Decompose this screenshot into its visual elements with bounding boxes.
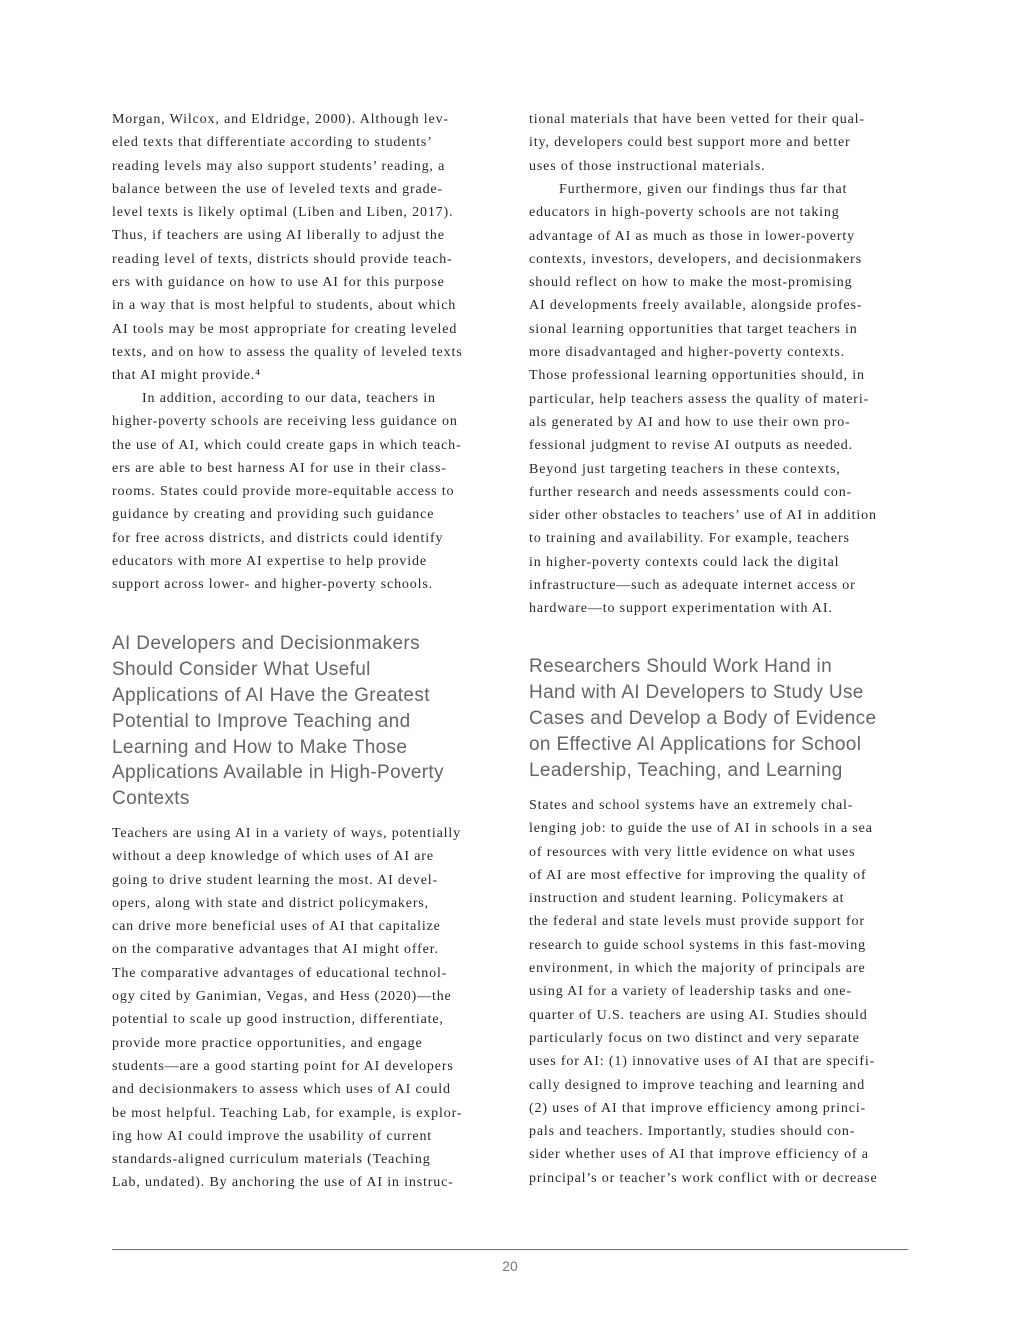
footer-divider [112,1249,908,1250]
text-line: of AI are most effective for improving the quality of [529,867,867,883]
text-line: ogy cited by Ganimian, Vegas, and Hess (2020)—the [112,989,452,1005]
text-line: sider other obstacles to teachers’ use of AI in addition [529,508,877,524]
text-line: AI developments freely available, alongside profes- [529,298,863,314]
text-line: Beyond just targeting teachers in these contexts, [529,461,841,477]
text-line: guidance by creating and providing such guidance [112,507,435,523]
page-number: 20 [502,1258,518,1274]
heading-line: Cases and Develop a Body of Evidence [529,707,877,729]
heading-line: Learning and How to Make Those [112,736,408,758]
text-line: sider whether uses of AI that improve efficiency of a [529,1147,869,1163]
text-line: students—are a good starting point for AI developers [112,1058,454,1074]
text-line: hardware—to support experimentation with AI. [529,601,833,617]
heading-line: on Effective AI Applications for School [529,733,862,755]
text-line: Thus, if teachers are using AI liberally to adjust the [112,228,445,244]
text-line: rooms. States could provide more-equitable access to [112,484,455,500]
text-line: principal’s or teacher’s work conflict with or decrease [529,1170,878,1186]
text-line: on the comparative advantages that AI might offer. [112,942,439,958]
text-line: ers are able to best harness AI for use in their class- [112,460,447,476]
text-line: standards-aligned curriculum materials (Teaching [112,1152,431,1168]
text-line: instruction and student learning. Policymakers at [529,891,845,907]
heading-line: Contexts [112,788,190,810]
text-line: ity, developers could best support more and better [529,135,851,151]
heading-line: Hand with AI Developers to Study Use [529,681,864,703]
text-line: ers with guidance on how to use AI for this purpose [112,275,445,291]
right-para-2 [529,178,877,621]
text-line: provide more practice opportunities, and engage [112,1035,423,1051]
text-line: that AI might provide.⁴ [112,368,261,384]
text-line: contexts, investors, developers, and decisionmakers [529,251,862,267]
text-line: level texts is likely optimal (Liben and Liben, 2017). [112,205,454,221]
text-line: quarter of U.S. teachers are using AI. Studies should [529,1007,868,1023]
heading-line: AI Developers and Decisionmakers [112,633,420,654]
text-line: Those professional learning opportunities should, in [529,368,865,384]
text-line: further research and needs assessments could con- [529,484,853,500]
text-line: research to guide school systems in this fast-moving [529,937,866,953]
text-line: environment, in which the majority of principals are [529,961,866,977]
text-line: In addition, according to our data, teachers in [142,391,436,406]
text-line: in a way that is most helpful to students, about which [112,298,457,314]
text-line: particularly focus on two distinct and very separate [529,1030,860,1046]
text-line: in higher-poverty contexts could lack the digital [529,554,840,570]
text-line: should reflect on how to make the most-promising [529,275,853,291]
text-line: and decisionmakers to assess which uses of AI could [112,1082,451,1098]
text-line: potential to scale up good instruction, differentiate, [112,1012,444,1028]
text-line: (2) uses of AI that improve efficiency among princi- [529,1100,867,1116]
text-line: the federal and state levels must provide support for [529,914,865,930]
text-line: Teachers are using AI in a variety of ways, potentially [112,826,462,841]
text-line: sional learning opportunities that target teachers in [529,321,858,337]
heading-line: Should Consider What Useful [112,658,371,680]
text-line: can drive more beneficial uses of AI that capitalize [112,919,441,935]
heading-line: Applications Available in High-Poverty [112,762,444,784]
text-line: tional materials that have been vetted for their qual- [529,112,865,127]
text-line: pals and teachers. Importantly, studies should con- [529,1124,856,1140]
text-line: advantage of AI as much as those in lower-poverty [529,228,855,244]
text-line: als generated by AI and how to use their own pro- [529,414,851,430]
text-line: educators in high-poverty schools are not taking [529,205,840,221]
text-line: higher-poverty schools are receiving less guidance on [112,414,458,430]
left-para-1 [112,108,463,388]
heading-line: Potential to Improve Teaching and [112,710,411,732]
text-line: using AI for a variety of leadership tasks and one- [529,984,852,1000]
right-section-heading [529,654,876,783]
heading-line: Applications of AI Have the Greatest [112,684,430,706]
text-line: Morgan, Wilcox, and Eldridge, 2000). Although lev- [112,112,449,127]
left-para-2 [112,387,462,597]
text-line: lenging job: to guide the use of AI in schools in a sea [529,821,873,837]
text-line: to training and availability. For example, teachers [529,531,850,547]
text-line: balance between the use of leveled texts and grade- [112,181,443,197]
text-line: eled texts that differentiate according to students’ [112,135,433,151]
left-para-3 [112,822,462,1195]
text-line: fessional judgment to revise AI outputs as needed. [529,438,853,454]
heading-line: Leadership, Teaching, and Learning [529,759,843,781]
text-line: The comparative advantages of educational technol- [112,965,448,981]
text-line: opers, along with state and district policymakers, [112,895,429,911]
text-line: texts, and on how to assess the quality of leveled texts [112,344,463,360]
text-line: uses of those instructional materials. [529,158,766,174]
text-line: more disadvantaged and higher-poverty contexts. [529,345,846,361]
text-line: going to drive student learning the most. AI devel- [112,872,439,888]
text-line: particular, help teachers assess the quality of materi- [529,391,870,407]
heading-line: Researchers Should Work Hand in [529,656,833,677]
text-line: cally designed to improve teaching and learning and [529,1077,866,1093]
right-para-1 [529,108,865,178]
text-line: reading level of texts, districts should provide teach- [112,251,453,267]
text-line: Lab, undated). By anchoring the use of AI in instruc- [112,1175,454,1191]
text-line: Furthermore, given our findings thus far that [559,182,848,197]
text-line: of resources with very little evidence on what uses [529,844,856,860]
text-line: States and school systems have an extremely chal- [529,798,854,813]
text-line: for free across districts, and districts could identify [112,530,444,546]
left-section-heading [112,631,444,812]
text-line: support across lower- and higher-poverty schools. [112,577,434,593]
text-line: uses for AI: (1) innovative uses of AI that are specifi- [529,1054,876,1070]
text-line: reading levels may also support students’ reading, a [112,158,446,174]
text-line: educators with more AI expertise to help provide [112,554,427,570]
text-line: the use of AI, which could create gaps in which teach- [112,437,462,453]
text-line: without a deep knowledge of which uses of AI are [112,849,434,865]
text-line: AI tools may be most appropriate for creating leveled [112,321,458,337]
text-line: be most helpful. Teaching Lab, for example, is explor- [112,1105,463,1121]
text-line: ing how AI could improve the usability of current [112,1128,433,1144]
right-para-3 [529,794,878,1190]
text-line: infrastructure—such as adequate internet access or [529,578,856,594]
